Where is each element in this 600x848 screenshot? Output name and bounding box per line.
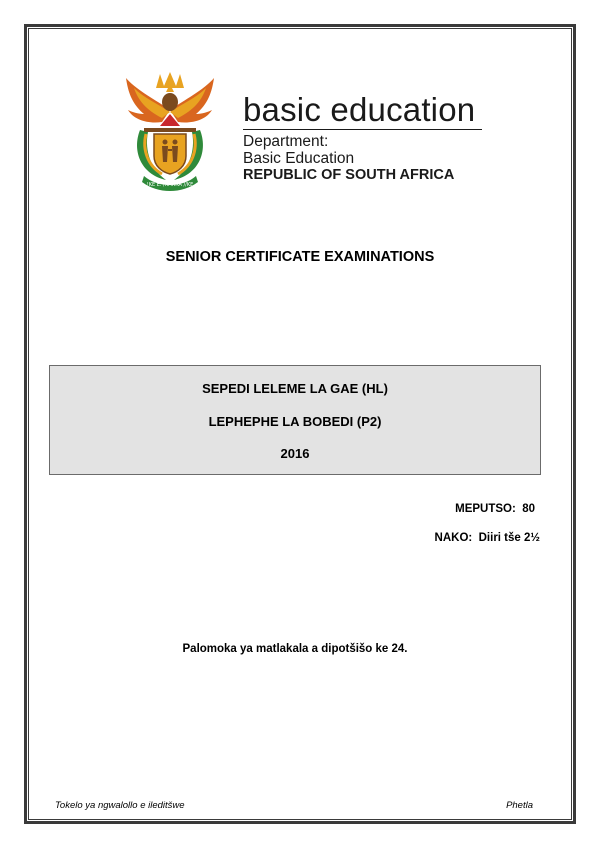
department-name: Basic Education <box>243 150 355 167</box>
copyright-notice: Tokelo ya ngwalollo e ileditšwe <box>55 800 185 811</box>
subject-name: SEPEDI LELEME LA GAE (HL) <box>202 381 388 396</box>
brand-underline <box>243 129 482 130</box>
department-label: Department: <box>243 133 329 150</box>
subject-box <box>49 365 541 475</box>
exam-duration: NAKO: Diiri tše 2½ <box>434 532 540 544</box>
brand-name: basic education <box>243 91 476 128</box>
total-marks: MEPUTSO: 80 <box>455 503 535 515</box>
exam-year: 2016 <box>280 446 310 461</box>
page-count-note: Palomoka ya matlakala a dipotšišo ke 24. <box>182 643 408 655</box>
coat-of-arms-motto: !KE E: /XARRA //KE <box>146 182 194 188</box>
turn-over-note: Phetla <box>506 800 533 811</box>
coat-of-arms-logo <box>122 70 218 192</box>
country-name: REPUBLIC OF SOUTH AFRICA <box>243 167 455 183</box>
paper-name: LEPHEPHE LA BOBEDI (P2) <box>208 414 382 429</box>
exam-title: SENIOR CERTIFICATE EXAMINATIONS <box>165 249 435 265</box>
